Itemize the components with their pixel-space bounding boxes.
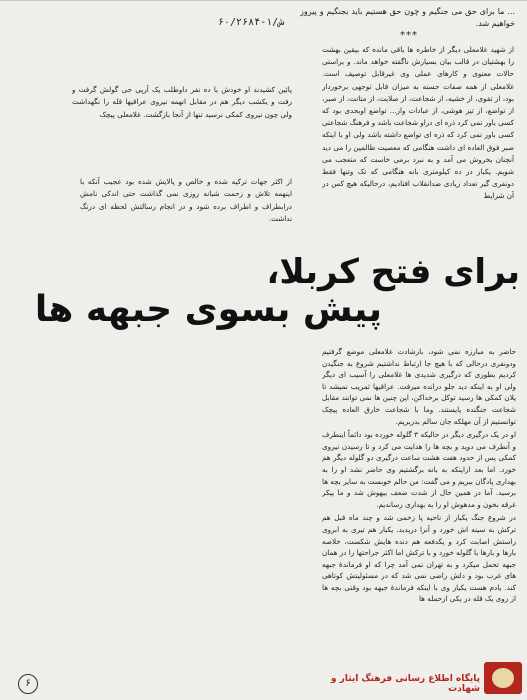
headline-line-2: پیش بسوی جبهه ها <box>34 289 382 330</box>
body-paragraph-2: او در یک درگیری دیگر در حالیکه ۳ گلوله خورده بود دائماً اینطرف و آنطرف می دوید و بچه ها را هدایت می کرد و تا رسیدن نیروی کمکی پس از حدود هفت هشت ساعت درگیری دو گلوله دیگر هم خورد. اما بعد ازاینکه به بانه برگشتیم وی حاضر نشد او را به بهداری پادگان ببریم و می گفت: من حالم خوبست به سایر بچه ها برسید. آما در همین حال از شدت ضعف بیهوش شد و ما پیکر غرقه بخون و مدهوش او را به بهداری رساندیم. <box>322 430 516 509</box>
body-column <box>322 346 516 607</box>
body-paragraph-3: در شروع جنگ یکبار از ناحیه پا زخمی شد و چند ماه قبل هم ترکش به سینه اش خورد و آنرا دریدبد. یکبار هم تیری به ابروی راستش اصابت کرد و یکدفعه هم دنده هایش شکست، خلاصه بارها و بارها با گلوله خورد و با ترکش اما اکثر جراحتها را در همان جبهه تحمل میکرد و به تهران نمی آمد چرا که او فرماندهٔ جبهه های غرب بود و دلش راضی نمی شد که در مسئولیتش کوتاهی کند. یادم هست یکبار وی با اینکه فرماندهٔ جبهه بود وقتی بچه ها از روی یک قله در یکی ازحمله ها <box>322 513 516 604</box>
headline-line-1: برای فتح کربلا، <box>266 252 520 292</box>
archive-reference: ۶۰/۲۶۸۴-۱/ش <box>218 17 285 28</box>
logo-emblem-icon <box>492 668 514 688</box>
body-paragraph-1: حاضر به مبارزه نمی شود، بارشادت غلامعلی موضع گرفتیم ودونفری درحالی که با هیچ جا ارتباط نداشتیم شروع به جنگیدن کردیم بطوری که درگیری شدیدی ها غلامعلی را آسیب ای دیگر ولی او به اینکه دید جلو درانده میرفت. عراقیها ثمریب نمیشد تا پلان کمکی ها رسید توکل برخداکن، این چنین ها نمی توانند مقابل شجاعت جنگنده پایستند. وما با شجاعت خارق العاده پیچک توانستیم از آن مهلکه جان سالم بدربریم. <box>322 347 516 426</box>
page-number: ۶ <box>18 674 38 694</box>
top-left-column: پائین کشیدند او خودش با ده نفر داوطلب یک آرپی جی گولش گرفت و رفت و یکشب دیگر هم در مقابل انهمه نیروی عراقیها قله را نگهداشت ولی چون نیروی کمکی نرسید تنها از آنجا بازگشت. غلامعلی پیچک <box>72 85 292 119</box>
site-logo-icon[interactable] <box>484 662 522 694</box>
page-edge <box>0 0 527 1</box>
top-right-column: از شهید غلامعلی دیگر از خاطره ها باقی مانده که بیقین بهشت را بهشتیان در قالب بیان بسیارش ناگفته خواهد ماند. و براستی حالات معنوی و کارهای عملی وی غیرقابل توصیف است. غلامعلی از همه صفات حسنه به میزان قابل توجهی برخوردار بود، از تقوی، از خشیه، از شجاعت، از صلابت، از متانت، از صبر، از تواضع، از تیز هوشی، از عبادات واز... تواضع اوبحدی بود که کسی باور نمی کرد ذره ای دراو شجاعت باشد و فرهنگ شجاعتی کسی باور نمی کرد که ذره ای تواضع داشته باشد ولی او با اینکه صبر فوق العاده ای داشت هنگامی که معصیت ظالمین را می دید آنچنان بخروش می آمد و به نبرد برمی خاست که متعجب می شویم. یکبار در ده کیلومتری بانه هنگامی که تک وتنها فقط دونفری گیر تعداد زیادی ضدانقلاب افتادیم، درحالیکه هیچ کس در آن شرایط <box>322 45 514 201</box>
section-stars: *** <box>400 30 418 41</box>
footer-site-text: پایگاه اطلاع رسانی فرهنگ ایثار و شهادت <box>330 674 480 694</box>
header-line: ... ما برای حق می جنگیم و چون حق هستیم باید بجنگیم و پیروز خواهیم شد. <box>300 7 515 28</box>
mid-left-column: از اکثر جهات ترکیه شده و خالص و پالایش شده بود عجیب آنکه با اینهمه تلاش و زحمت شبانه روزی نمی گذاشت حتی اندکی نامش درابطراف و اطراف برده شود و در انجام رسالتش لحظه ای درنگ نداشت. <box>80 177 292 224</box>
